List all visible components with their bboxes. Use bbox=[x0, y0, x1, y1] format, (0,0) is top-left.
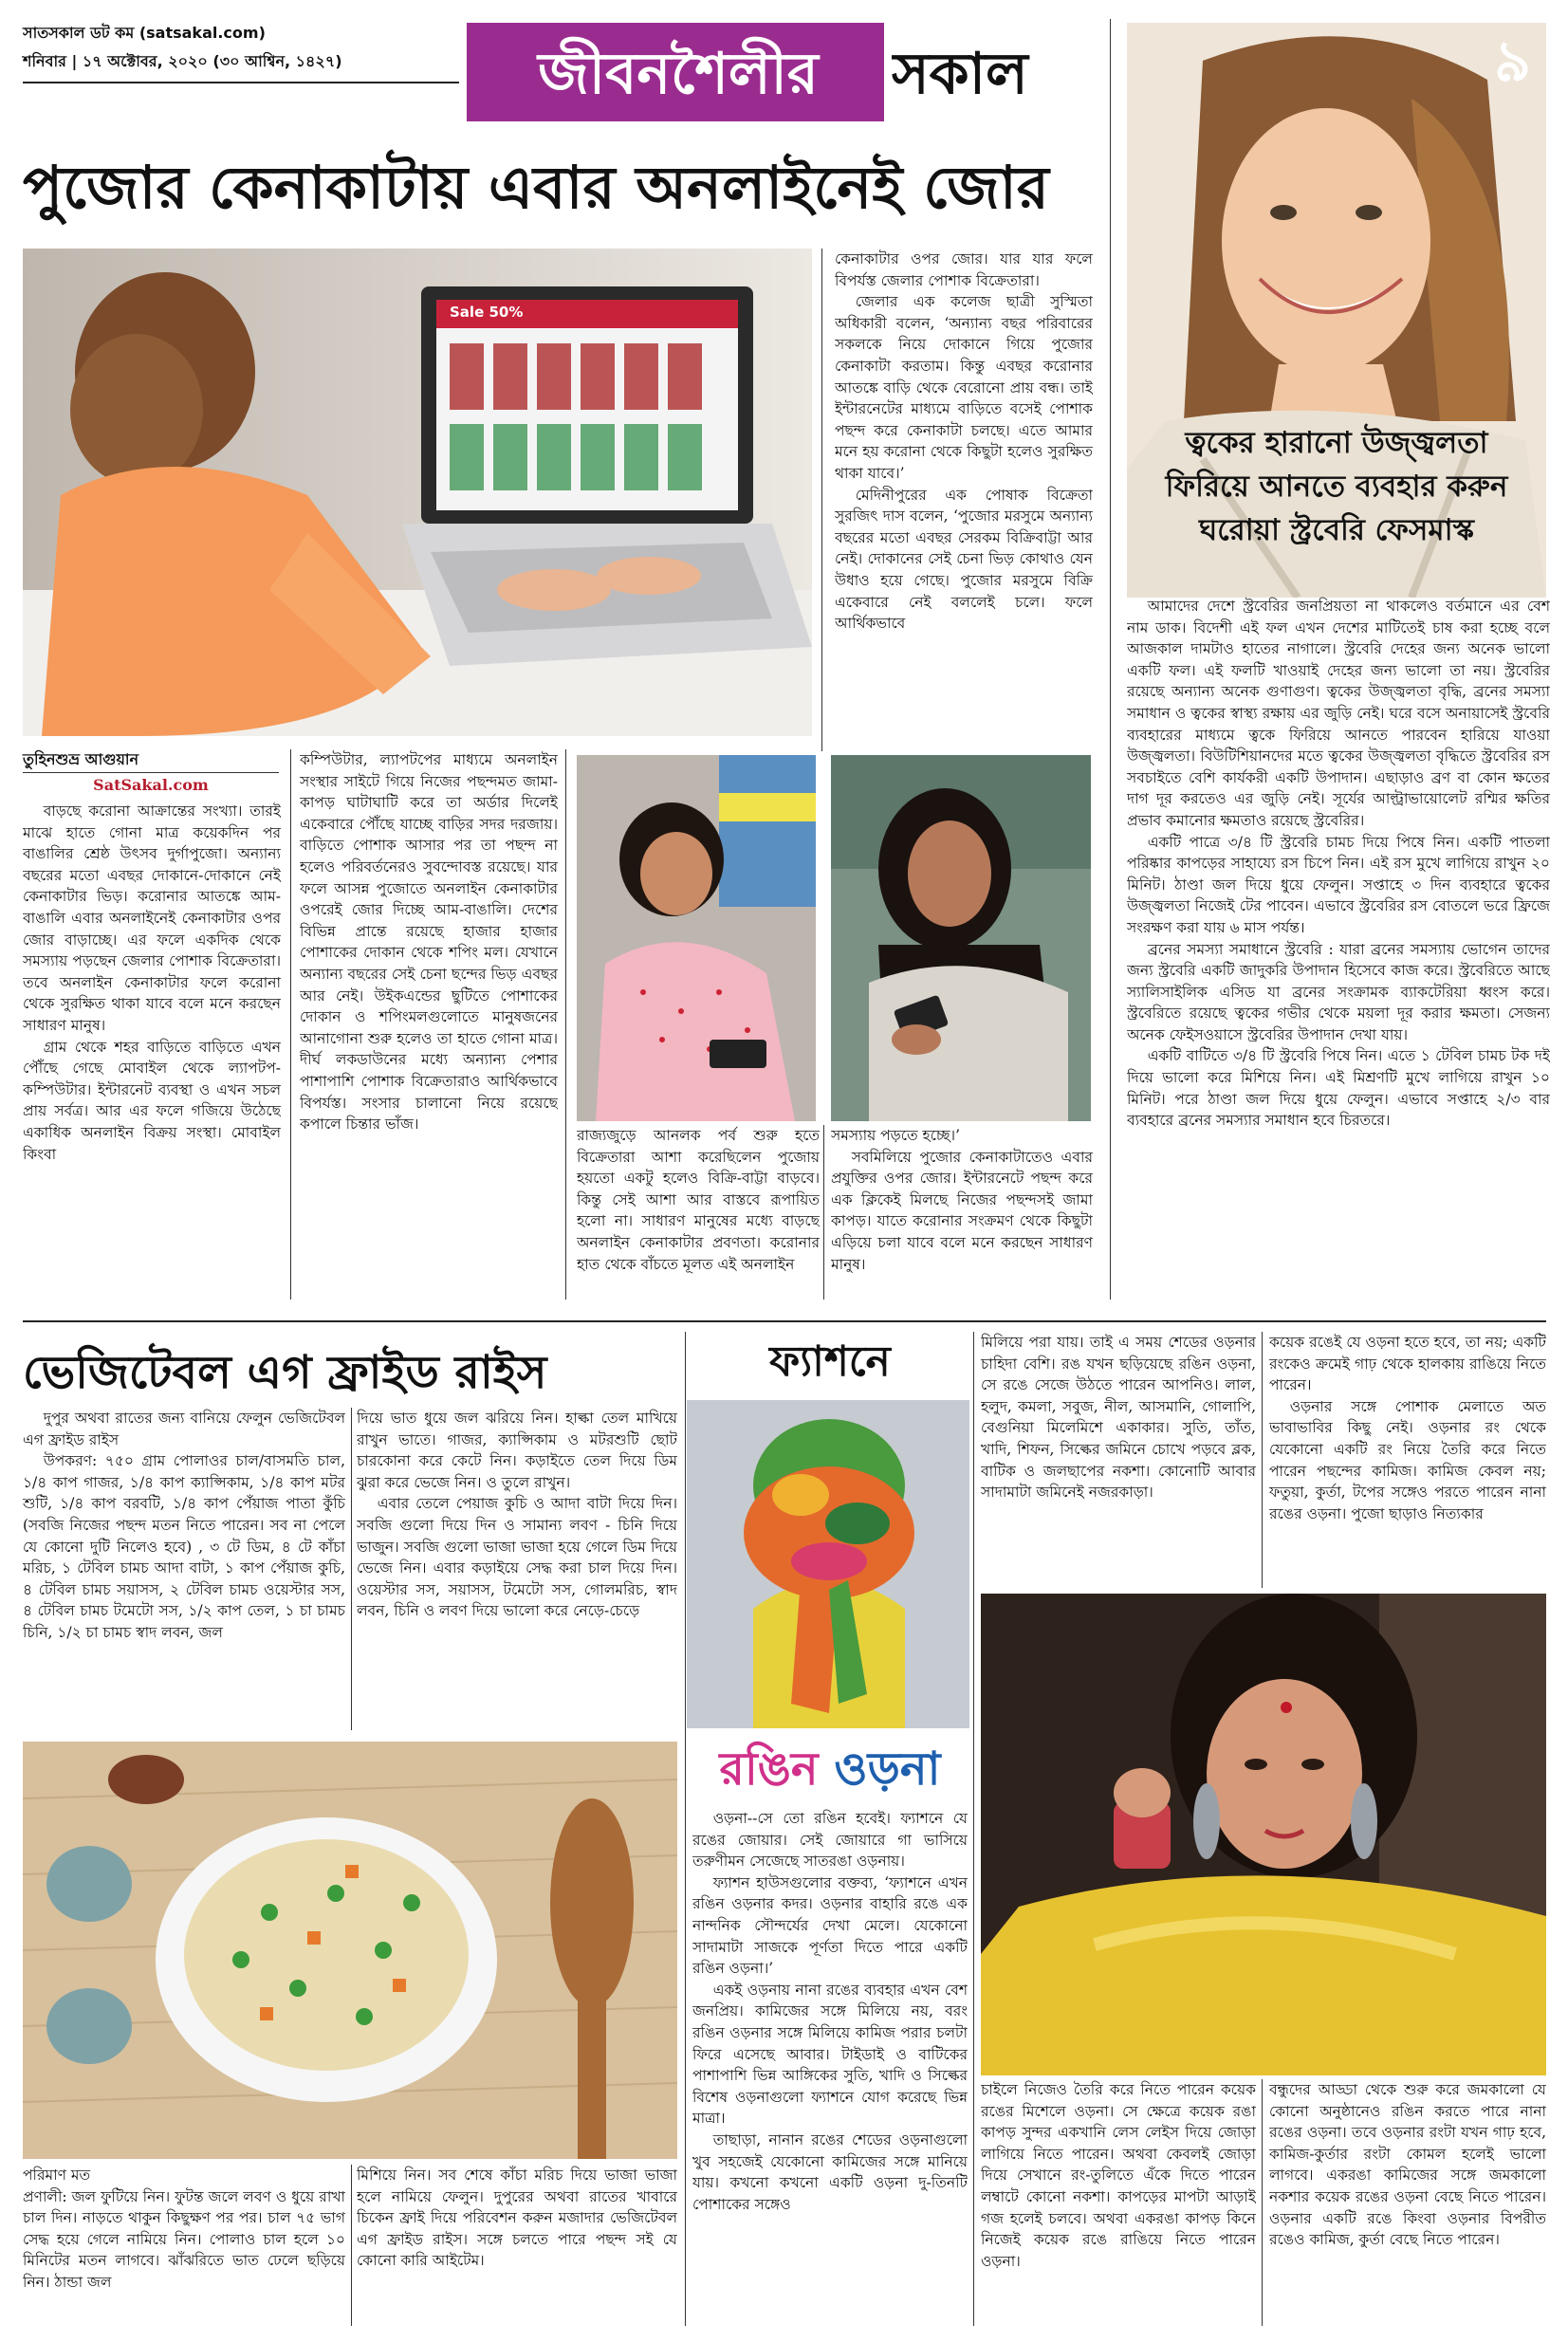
col-rule bbox=[565, 749, 566, 1300]
lead-col2 bbox=[300, 749, 558, 1303]
woman-dupatta-photo bbox=[981, 1594, 1546, 2075]
col-rule bbox=[1110, 19, 1111, 1300]
fashion-label: ফ্যাশনে bbox=[769, 1337, 891, 1386]
section-title-rest: সকাল bbox=[892, 41, 1028, 107]
beauty-p2: একটি পাত্রে ৩/৪ টি স্ট্রবেরি চামচ দিয়ে পিষে নিন। একটি পাতলা পরিষ্কার কাপড়ের সাহায্যে রস চিপে নিন। এই রস মুখে লাগিয়ে রাখুন ২০ মিনিট। ঠাণ্ডা জল দিয়ে ধুয়ে ফেলুন। সপ্তাহে ৩ দিন ব্যবহারে ত্বকের উজ্জ্বলতা নিজেই টের পাবেন। এভাবে স্ট্রবেরির রস বোতলে ভরে ফ্রিজে সংরক্ষণ করা যায় ৬ মাস পর্যন্ত। bbox=[1127, 833, 1550, 936]
recipe-col1-p2: উপকরণ: ৭৫০ গ্রাম পোলাওর চাল/বাসমতি চাল, ১/৪ কাপ গাজর, ১/৪ কাপ ক্যাপ্সিকাম, ১/৪ কাপ মটর শুটি, ১/৪ কাপ বরবটি, ১/৪ কাপ পেঁয়াজ পাতা কুঁচি (সবজি নিজের পছন্দ মতন নিতে পারেন। সব না পেলে যে কোনো দুটি নিলেও হবে) , ৩ টে ডিম, ৪ টে কাঁচা মরিচ, ১ টেবিল চামচ আদা বাটা, ১ কাপ পেঁয়াজ কুচি, ৪ টেবিল চামচ সয়াসস, ২ টেবিল চামচ ওয়েস্টার সস, ৪ টেবিল চামচ টমেটো সস, ১/২ কাপ তেল, ১ চা চামচ চিনি, ১/২ চা চামচ স্বাদ লবন, জল bbox=[23, 1452, 345, 1641]
fashion-col2-top bbox=[981, 1332, 1256, 1588]
fashion-col3-bottom-p: বন্ধুদের আড্ডা থেকে শুরু করে জমকালো যে কোনো অনুষ্ঠানেও রঙিন করতে পারে নানা রঙের ওড়না। তবে ওড়নার রংটা যখন গাঢ় হবে, কামিজ-কুর্তার রংটা কোমল হলেই ভালো লাগবে। একরঙা কামিজের সঙ্গে জমকালো নকশার কয়েক রঙের ওড়না বেছে নিতে পারেন। ওড়নার একটি রঙে কিংবা ওড়নার বিপরীত রঙেও কামিজ, কুর্তা বেছে নিতে পারেন। bbox=[1269, 2081, 1546, 2249]
fashion-title-plain: ওড়না bbox=[834, 1743, 941, 1796]
smiling-woman-photo bbox=[1127, 23, 1546, 598]
fashion-col2-bottom bbox=[981, 2079, 1256, 2328]
fashion-p4: তাছাড়া, নানান রঙের শেডের ওড়নাগুলো খুব সহজেই যেকোনো কামিজের সঙ্গে মানিয়ে যায়। কখনো কখনো একটি ওড়না দু-তিনটি পোশাকের সঙ্গেও bbox=[692, 2130, 968, 2213]
lead-col3-p1: কেনাকাটার ওপর জোর। যার যার ফলে বিপর্যস্ত জেলার পোশাক বিক্রেতারা। bbox=[835, 250, 1093, 289]
beauty-p4: একটি বাটিতে ৩/৪ টি স্ট্রবেরি পিষে নিন। এতে ১ টেবিল চামচ টক দই দিয়ে ভালো করে মিশিয়ে নিন। এই মিশ্রণটি মুখে লাগিয়ে রাখুন ১০ মিনিট। পরে ঠাণ্ডা জল দিয়ে ধুয়ে ফেলুন। এভাবে সপ্তাহে ২/৩ বার ব্যবহারে ব্রনের সমস্যার সমাধান হবে চিরতরে। bbox=[1127, 1047, 1550, 1130]
lead-col3-bottom-a-p: রাজ্যজুড়ে আনলক পর্ব শুরু হতে বিক্রেতারা আশা করেছিলেন পুজোয় হয়তো একটু হলেও বিক্রি-বাট্টা বাড়বে। কিন্তু সেই আশা আর বাস্তবে রূপায়িত হলো না। সাধারণ মানুষের মধ্যে বাড়ছে অনলাইন কেনাকাটার প্রবণতা। করোনার হাত থেকে বাঁচতে মূলত এই অনলাইন bbox=[577, 1127, 820, 1273]
fashion-col3-top-p1: কয়েক রঙেই যে ওড়না হতে হবে, তা নয়; একটি রংকেও ক্রমেই গাঢ় থেকে হালকায় রাঙিয়ে নিতে পারেন। bbox=[1269, 1334, 1546, 1394]
fashion-col3-top-p2: ওড়নার সঙ্গে পোশাক মেলাতে অত ভাবাভাবির কিছু নেই। ওড়নার রং থেকে যেকোনো একটি রং নিয়ে তৈরি করে নিতে পারেন পছন্দের কামিজ। কামিজ কেবল নয়; ফতুয়া, কুর্তা, টপের সঙ্গেও পরতে পারেন নানা রঙের ওড়না। পুজো ছাড়াও নিত্যকার bbox=[1269, 1397, 1546, 1522]
col-rule bbox=[823, 1125, 824, 1300]
recipe-bottom-col1-p2: প্রণালী: জল ফুটিয়ে নিন। ফুটন্ত জলে লবণ ও ধুয়ে রাখা চাল দিন। নাড়তে থাকুন কিছুক্ষণ পর পর। চাল ৭৫ ভাগ সেদ্ধ হয়ে গেলে নামিয়ে নিন। পোলাও চাল হলে ১০ মিনিটের মতন লাগবে। ঝাঁঝরিতে ভাত ঢেলে ছড়িয়ে নিন। ঠান্ডা জল bbox=[23, 2187, 345, 2291]
girl-phone-photo-2 bbox=[831, 755, 1091, 1121]
recipe-bottom-col2 bbox=[357, 2165, 677, 2326]
col-rule bbox=[1262, 2079, 1263, 2326]
col-rule bbox=[351, 1408, 352, 1730]
lead-col3-bottom-a bbox=[577, 1125, 820, 1301]
fashion-title-colored: রঙিন bbox=[719, 1743, 819, 1796]
recipe-col2-p1: দিয়ে ভাত ধুয়ে জল ঝরিয়ে নিন। হাল্কা তেল মাখিয়ে রাখুন ভাতে। গাজর, ক্যাপ্সিকাম ও মটরশুটি ছোট চারকোনা করে কেটে নিন। কড়াইতে তেল দিয়ে ডিম ঝুরা করে ভেজে নিন। ও তুলে রাখুন। bbox=[357, 1410, 677, 1491]
fashion-col3-top bbox=[1269, 1332, 1546, 1588]
lead-col3-bottom-b bbox=[831, 1125, 1093, 1301]
beauty-p3: ব্রনের সমস্যা সমাধানে স্ট্রবেরি : যারা ব্রনের সমস্যায় ভোগেন তাদের জন্য স্ট্রবেরি একটি জাদুকরি উপাদান হিসেবে কাজ করে। স্ট্রবেরিতে আছে স্যালিসাইলিক এসিড যা ব্রনের সংক্রামক ব্যাকটেরিয়া ধ্বংস করে। স্ট্রবেরিতে রয়েছে ত্বকের গভীর থেকে ময়লা দূর করার ক্ষমতা। সেজন্য অনেক ফেইসওয়াসে স্ট্রবেরির উপাদান দেখা যায়। bbox=[1127, 940, 1550, 1043]
recipe-bottom-col1 bbox=[23, 2165, 345, 2326]
fashion-col3-bottom bbox=[1269, 2079, 1546, 2328]
lead-col3-upper bbox=[835, 249, 1093, 751]
recipe-bottom-col2-p1: মিশিয়ে নিন। সব শেষে কাঁচা মরিচ দিয়ে ভাজা ভাজা হলে নামিয়ে ফেলুন। দুপুরের অথবা রাতের খাবারে চিকেন ফ্রাই দিয়ে পরিবেশন করুন মজাদার ভেজিটেবল এগ ফ্রাইড রাইস। সঙ্গে চলতে পারে পছন্দ সই যে কোনো কারি আইটেম। bbox=[357, 2167, 677, 2270]
beauty-headline: ত্বকের হারানো উজ্জ্বলতা ফিরিয়ে আনতে ব্যবহার করুন ঘরোয়া স্ট্রবেরি ফেসমাস্ক bbox=[1165, 426, 1508, 547]
col-rule bbox=[685, 1332, 686, 2326]
fried-rice-photo bbox=[23, 1742, 677, 2159]
section-title-highlight: জীবনশৈলীর bbox=[538, 41, 819, 107]
lead-col1-p2: গ্রাম থেকে শহর বাড়িতে বাড়িতে এখন পৌঁছে গেছে মোবাইল থেকে ল্যাপটপ- কম্পিউটার। ইন্টারনেট ব্যবস্থা ও এখন সচল প্রায় সর্বত্র। আর এর ফলে গজিয়ে উঠেছে একাধিক অনলাইন বিক্রয় সংস্থা। মোবাইল কিংবা bbox=[23, 1038, 281, 1163]
col-rule bbox=[1262, 1332, 1263, 1588]
laptop-shopping-photo bbox=[23, 249, 812, 736]
beauty-body bbox=[1127, 596, 1550, 1301]
recipe-col2-p2: এবার তেলে পেয়াজ কুচি ও আদা বাটা দিয়ে দিন। সবজি গুলো দিয়ে দিন ও সামান্য লবণ - চিনি দিয়ে ভাজুন। সবজি গুলো ভাজা ভাজা হয়ে গেলে ডিম দিয়ে ভেজে নিন। এবার কড়াইয়ে সেদ্ধ করা চাল দিয়ে দিন। ওয়েস্টার সস, সয়াসস, টমেটো সস, গোলমরিচ, স্বাদ লবন, চিনি ও লবণ দিয়ে ভালো করে নেড়ে-চেড়ে bbox=[357, 1495, 677, 1620]
lead-col3-bottom-b-p1: সমস্যায় পড়তে হচ্ছে।’ bbox=[831, 1127, 961, 1144]
lead-headline: পুজোর কেনাকাটায় এবার অনলাইনেই জোর bbox=[23, 153, 1049, 222]
laptop-screen-text: Sale 50% bbox=[450, 304, 524, 321]
fashion-col2-bottom-p: চাইলে নিজেও তৈরি করে নিতে পারেন কয়েক রঙের মিশেলে ওড়না। সে ক্ষেত্রে কয়েক রঙা কাপড় সুন্দর একখানি লেস লেইস দিয়ে জোড়া লাগিয়ে নিতে পারেন। অথবা কেবলই জোড়া দিয়ে সেখানে রং-তুলিতে এঁকে দিতে পারেন লম্বাটে কোনো নকশা। কাপড়ের মাপটা আড়াই গজ হলেই চলবে। অথবা একরঙা কাপড় কিনে নিজেই কয়েক রঙে রাঙিয়ে নিতে পারেন ওড়না। bbox=[981, 2081, 1256, 2270]
lead-source: SatSakal.com bbox=[93, 776, 209, 794]
lead-col1-p1: বাড়ছে করোনা আক্রান্তের সংখ্যা। তারই মাঝে হাতে গোনা মাত্র কয়েকদিন পর বাঙালির শ্রেষ্ঠ উৎসব দুর্গাপুজো। অন্যান্য বছরের মতো এবছর দোকানে-দোকানে নেই কেনাকাটার ভিড়। করোনার আতঙ্কে আম-বাঙালি এবার অনলাইনেই কেনাকাটার ওপর জোর বাড়াচ্ছে। এর ফলে একদিক থেকে সমস্যায় পড়ছেন জেলার পোশাক বিক্রেতারা। তবে অনলাইন কেনাকাটার ফলে করোনা থেকে সুরক্ষিত থাকা যাবে বলে মনে করছেন সাধারণ মানুষ। bbox=[23, 802, 281, 1034]
col-rule bbox=[351, 2165, 352, 2326]
beauty-p1: আমাদের দেশে স্ট্রবেরির জনপ্রিয়তা না থাকলেও বর্তমানে এর বেশ নাম ডাক। বিদেশী এই ফল এখন দেশের মাটিতেই চাষ করা হচ্ছে বলে আজকাল দামটাও হাতের নাগালে। স্ট্রবেরি দেহের জন্য অনেক ভালো একটি ফল। এই ফলটি খাওয়াই দেহের জন্য ভালো তা নয়। স্ট্রবেরির রয়েছে অন্যান্য অনেক গুণাগুণ। ত্বকের উজ্জ্বলতা বৃদ্ধি, ব্রনের সমস্যা সমাধান ও ত্বকের স্বাস্থ্য রক্ষায় এর জুড়ি নেই। ঘরে বসে অনায়াসেই স্ট্রবেরি ব্যবহারের মাধ্যমে ত্বকে ফিরিয়ে আনতে পারবেন হারিয়ে যাওয়া উজ্জ্বলতা। বিউটিশিয়ানদের মতে ত্বকের উজ্জ্বলতা বৃদ্ধিতে স্ট্রবেরির রস সবচাইতে বেশি কার্যকরী একটি উপাদান। এছাড়াও ব্রণ বা কোন ক্ষতের দাগ দূর করতেও এর জুড়ি নেই। সূর্যের আল্ট্রাভায়োলেট রশ্মির ক্ষতির প্রভাব কমানোর ক্ষমতাও রয়েছে স্ট্রবেরির। bbox=[1127, 598, 1550, 829]
lead-col1 bbox=[23, 801, 281, 1303]
fashion-col1 bbox=[692, 1808, 968, 2328]
scarf-photo bbox=[687, 1400, 969, 1728]
masthead-date: শনিবার | ১৭ অক্টোবর, ২০২০ (৩০ আশ্বিন, ১৪২৭) bbox=[23, 52, 342, 70]
masthead-site: সাতসকাল ডট কম (satsakal.com) bbox=[23, 24, 266, 42]
masthead-rule bbox=[23, 82, 459, 83]
page-number: ৯ bbox=[1494, 28, 1531, 95]
section-divider bbox=[23, 1320, 1546, 1322]
lead-byline: তুহিনশুভ্র আগুয়ান bbox=[23, 750, 139, 768]
lead-col2-p1: কম্পিউটার, ল্যাপটপের মাধ্যমে অনলাইন সংস্থার সাইটে গিয়ে নিজের পছন্দমত জামা-কাপড় ঘাটাঘাটি করে তা অর্ডার দিলেই একেবারে পৌঁছে যাচ্ছে বাড়ির সদর দরজায়। বাড়িতে পোশাক আসার পর তা পছন্দ না হলেও পরিবর্তনেরও সুবন্দোবস্ত রয়েছে। যার ফলে আসন্ন পুজোতে অনলাইন কেনাকাটার ওপরেই জোর দিচ্ছে আম-বাঙালি। দেশের বিভিন্ন প্রান্তে রয়েছে হাজার হাজার পোশাকের দোকান থেকে শপিং মল। যেখানে অন্যান্য বছরের সেই চেনা ছন্দের ভিড় এবছর আর নেই। উইকএন্ডের ছুটিতে পোশাকের দোকান ও শপিংমলগুলোতে মানুষজনের আনাগোনা শুরু হলেও তা হাতে গোনা মাত্র। দীর্ঘ লকডাউনের মধ্যে অন্যান্য পেশার পাশাপাশি পোশাক বিক্রেতারাও আর্থিকভাবে বিপর্যস্ত। সংসার চালানো নিয়ে রয়েছে কপালে চিন্তার ভাঁজ। bbox=[300, 751, 558, 1134]
recipe-headline: ভেজিটেবল এগ ফ্রাইড রাইস bbox=[23, 1346, 547, 1399]
recipe-bottom-col1-p1: পরিমাণ মত bbox=[23, 2167, 91, 2184]
recipe-col1-p1: দুপুর অথবা রাতের জন্য বানিয়ে ফেলুন ভেজিটেবল এগ ফ্রাইড রাইস bbox=[23, 1410, 345, 1448]
lead-col3-bottom-b-p2: সবমিলিয়ে পুজোর কেনাকাটাতেও এবার প্রযুক্তির ওপর জোর। ইন্টারনেটে পছন্দ করে এক ক্লিকেই মিলছে নিজের পছন্দসই জামা কাপড়। যাতে করোনার সংক্রমণ থেকে কিছুটা এড়িয়ে চলা যাবে বলে মনে করছেন সাধারণ মানুষ। bbox=[831, 1148, 1093, 1273]
col-rule bbox=[290, 749, 291, 1300]
recipe-col2 bbox=[357, 1408, 677, 1730]
fashion-title bbox=[692, 1736, 968, 1802]
fashion-col2-top-p: মিলিয়ে পরা যায়। তাই এ সময় শেডের ওড়নার চাহিদা বেশি। রঙ যখন ছড়িয়েছে রঙিন ওড়না, সে রঙে সেজে উঠতে পারেন আপনিও। লাল, হলুদ, কমলা, সবুজ, নীল, আসমানি, গোলাপি, বেগুনিয়া মিলেমিশে একাকার। সুতি, তাঁত, খাদি, শিফন, সিল্কের জমিনে চোখে পড়বে ব্লক, বাটিক ও জলছাপের নকশা। কোনোটি আবার সাদামাটা জমিনেই নজরকাড়া। bbox=[981, 1334, 1256, 1502]
col-rule bbox=[821, 249, 822, 751]
byline-rule bbox=[23, 772, 279, 773]
fashion-p3: একই ওড়নায় নানা রঙের ব্যবহার এখন বেশ জনপ্রিয়। কামিজের সঙ্গে মিলিয়ে নয়, বরং রঙিন ওড়নার সঙ্গে মিলিয়ে কামিজ পরার চলটা ফিরে এসেছে আবার। টাইডাই ও বাটিকের পাশাপাশি ভিন্ন আঙ্গিকের সুতি, খাদি ও সিল্কের বিশেষ ওড়নাগুলো ফ্যাশনে যোগ করেছে ভিন্ন মাত্রা। bbox=[692, 1981, 968, 2128]
fashion-p1: ওড়না--সে তো রঙিন হবেই। ফ্যাশনে যে রঙের জোয়ার। সেই জোয়ারে গা ভাসিয়ে তরুণীমন সেজেছে সাতরঙা ওড়নায়। bbox=[692, 1810, 968, 1871]
recipe-col1 bbox=[23, 1408, 345, 1730]
col-rule bbox=[973, 1332, 974, 2326]
lead-col3-p2: জেলার এক কলেজ ছাত্রী সুস্মিতা অধিকারী বলেন, ‘অন্যান্য বছর পরিবারের সকলকে নিয়ে দোকানে গিয়ে পুজোর কেনাকাটা করতাম। কিন্তু এবছর করোনার আতঙ্কে বাড়ি থেকে বেরোনো প্রায় বন্ধ। তাই ইন্টারনেটের মাধ্যমে বাড়িতে বসেই পোশাক পছন্দ করে কেনাকাটা চলছে। এতে আমার মনে হয় করোনা থেকে কিছুটা হলেও সুরক্ষিত থাকা যাবে।’ bbox=[835, 293, 1093, 482]
masthead bbox=[0, 0, 1129, 133]
lead-col3-p3: মেদিনীপুরের এক পোষাক বিক্রেতা সুরজিৎ দাস বলেন, ‘পুজোর মরসুমে অন্যান্য বছরের মতো এবছর সেরকম বিক্রিবাট্টা আর নেই। দোকানের সেই চেনা ভিড় কোথাও যেন উধাও হয়ে গেছে। পুজোর মরসুমে বিক্রি একেবারে নেই বললেই চলে। ফলে আর্থিকভাবে bbox=[835, 486, 1093, 633]
girl-phone-photo-1 bbox=[577, 755, 816, 1121]
fashion-p2: ফ্যাশন হাউসগুলোর বক্তব্য, ‘ফ্যাশনে এখন রঙিন ওড়নার কদর। ওড়নার বাহারি রঙে এক নান্দনিক সৌন্দর্যের দেখা মেলে। যেকোনো সাদামাটা সাজকে পূর্ণতা দিতে পারে একটি রঙিন ওড়না।’ bbox=[692, 1873, 968, 1978]
